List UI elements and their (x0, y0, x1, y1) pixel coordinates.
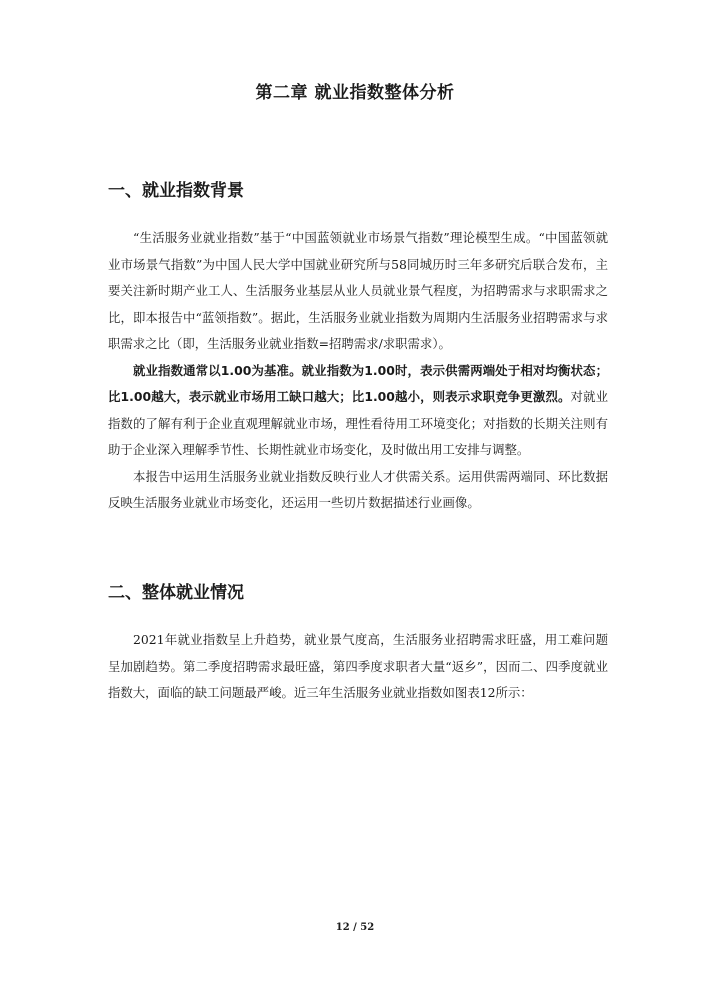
paragraph-report-method: 本报告中运用生活服务业就业指数反映行业人才供需关系。运用供需两端同、环比数据反映生活服务业就业市场变化，还运用一些切片数据描述行业画像。 (108, 468, 608, 510)
section-body-overall (108, 627, 608, 707)
paragraph-index-meaning (108, 358, 608, 464)
paragraph-overall-trend: 2021年就业指数呈上升趋势，就业景气度高，生活服务业招聘需求旺盛，用工难问题呈加剧趋势。第二季度招聘需求最旺盛，第四季度求职者大量“返乡”，因而二、四季度就业指数大，面临的缺工问题最严峻。近三年生活服务业就业指数如图表12所示： (108, 632, 608, 700)
chapter-title: 第二章 就业指数整体分析 (255, 83, 455, 103)
page-number: 12 / 52 (335, 922, 375, 933)
bold-index-definition: 就业指数通常以1.00为基准。就业指数为1.00时，表示供需两端处于相对均衡状态；比1.00越大，表示就业市场用工缺口越大；比1.00越小，则表示求职竞争更激烈。 (108, 362, 608, 404)
paragraph-index-origin: “生活服务业就业指数”基于“中国蓝领就业市场景气指数”理论模型生成。“中国蓝领就业市场景气指数”为中国人民大学中国就业研究所与58同城历时三年多研究后联合发布，主要关注新时期产业工人、生活服务业基层从业人员就业景气程度，为招聘需求与求职需求之比，即本报告中“蓝领指数”。据此，生活服务业就业指数为周期内生活服务业招聘需求与求职需求之比（即，生活服务业就业指数=招聘需求/求职需求）。 (108, 230, 608, 351)
paragraph-index-usage: 对就业指数的了解有利于企业直观理解就业市场，理性看待用工环境变化；对指数的长期关注则有助于企业深入理解季节性、长期性就业市场变化，及时做出用工安排与调整。 (108, 389, 608, 457)
section-heading-background: 一、就业指数背景 (108, 181, 244, 201)
section-body-background (108, 225, 608, 517)
section-heading-overall: 二、整体就业情况 (108, 583, 244, 603)
